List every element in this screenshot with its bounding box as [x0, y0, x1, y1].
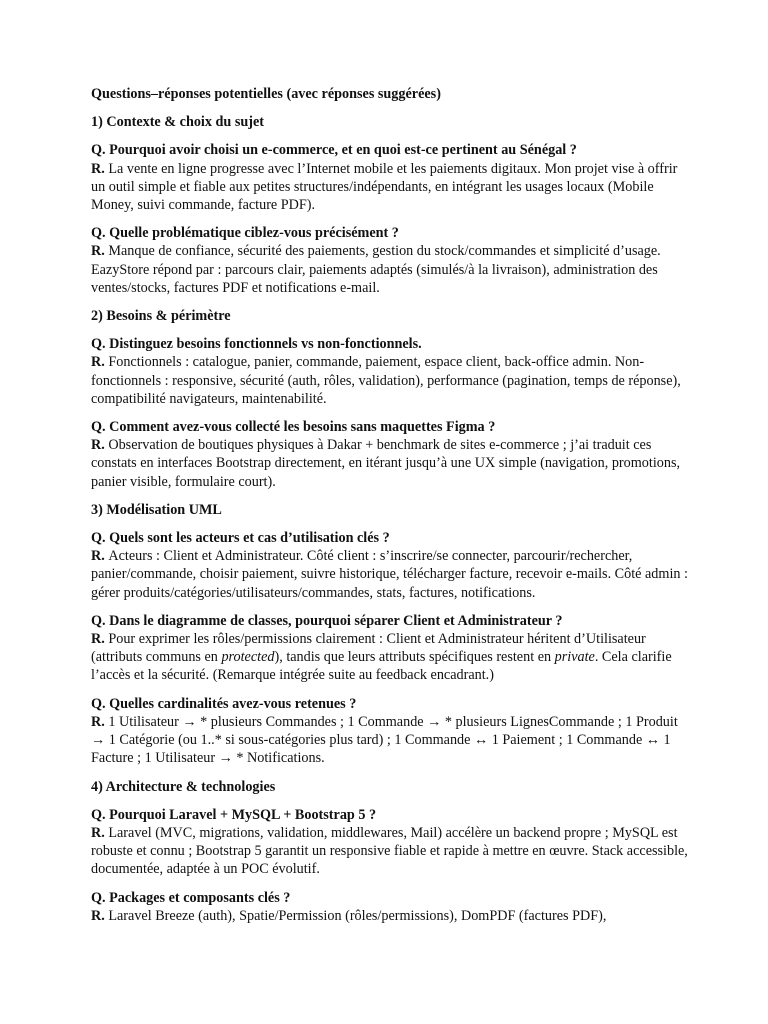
qa-item: [91, 529, 691, 602]
answer-text: Fonctionnels : catalogue, panier, commande, paiement, espace client, back-office admin. Non-fonctionnels : responsive, sécurité (auth, rôles, validation), performance (pagination, temps de réponse), compatibilité navigateurs, maintenabilité.: [91, 354, 681, 407]
answer-label: R.: [91, 824, 109, 841]
qa-item: [91, 224, 691, 297]
answer-text: Laravel Breeze (auth), Spatie/Permission (rôles/permissions), DomPDF (factures PDF),: [108, 907, 607, 924]
answer-text: Laravel (MVC, migrations, validation, middlewares, Mail) accélère un backend propre ; MySQL est robuste et connu ; Bootstrap 5 garantit un responsive fiable et rapide à mettre en œuvre. Stack accessible, documentée, adaptée à un POC évolutif.: [91, 824, 688, 878]
answer-text: Observation de boutiques physiques à Dakar + benchmark de sites e-commerce ; j’ai traduit ces constats en interfaces Bootstrap directement, en itérant jusqu’à une UX simple (navigation, promotions, panier visible, formulaire court).: [91, 437, 681, 490]
answer-label: R.: [91, 354, 109, 371]
section-heading-uml: 3) Modélisation UML: [91, 501, 222, 518]
question-text: Q. Quelle problématique ciblez-vous précisément ?: [91, 225, 399, 242]
answer-label: R.: [91, 548, 109, 565]
answer-text: Acteurs : Client et Administrateur. Côté client : s’inscrire/se connecter, parcourir/rechercher, panier/commande, choisir paiement, suivre historique, télécharger facture, recevoir e-mails. Côté admin : gérer produits/catégories/utilisateurs/commandes, stats, factures, notifications.: [91, 548, 688, 601]
answer-text: La vente en ligne progresse avec l’Internet mobile et les paiements digitaux. Mon projet vise à offrir un outil simple et fiable aux petites structures/indépendants, en intégrant les usages locaux (Mobile Money, suivi commande, facture PDF).: [91, 160, 678, 214]
answer-label: R.: [91, 160, 109, 177]
question-text: Q. Dans le diagramme de classes, pourquoi séparer Client et Administrateur ?: [91, 612, 563, 629]
answer-text-part: ), tandis que leurs attributs spécifiques restent en: [274, 649, 555, 666]
qa-item: [91, 141, 691, 214]
qa-item: [91, 418, 691, 491]
answer-italic-private: private: [554, 649, 595, 666]
answer-label: R.: [91, 243, 109, 260]
answer-text: Manque de confiance, sécurité des paiements, gestion du stock/commandes et simplicité d’usage. EazyStore répond par : parcours clair, paiements adaptés (simulés/à la livraison), administration des ventes/stocks, factures PDF et notifications e-mail.: [91, 243, 661, 296]
qa-item: [91, 695, 691, 768]
question-text: Q. Pourquoi Laravel + MySQL + Bootstrap 5 ?: [91, 806, 377, 823]
section-heading-architecture: 4) Architecture & technologies: [91, 778, 276, 795]
question-text: Q. Distinguez besoins fonctionnels vs non-fonctionnels.: [91, 336, 422, 353]
qa-item: [91, 889, 691, 925]
question-text: Q. Quelles cardinalités avez-vous retenues ?: [91, 695, 357, 712]
question-text: Q. Comment avez-vous collecté les besoins sans maquettes Figma ?: [91, 419, 496, 436]
question-text: Q. Packages et composants clés ?: [91, 889, 291, 906]
question-text: Q. Pourquoi avoir choisi un e-commerce, et en quoi est-ce pertinent au Sénégal ?: [91, 142, 577, 159]
answer-italic-protected: protected: [221, 649, 275, 666]
answer-text-part: Pour exprimer les rôles/permissions clairement : Client et Administrateur héritent d’Utilisateur (attributs communs en: [91, 631, 646, 666]
answer-text-part: . Cela clarifie l’accès et la sécurité. (Remarque intégrée suite au feedback encadrant.): [91, 649, 672, 684]
answer-label: R.: [91, 631, 109, 648]
question-text: Q. Quels sont les acteurs et cas d’utilisation clés ?: [91, 530, 390, 547]
qa-item: [91, 335, 691, 408]
answer-label: R.: [91, 907, 109, 924]
document-page: [91, 85, 691, 935]
qa-item: [91, 806, 691, 879]
answer-label: R.: [91, 437, 109, 454]
answer-text: 1 Utilisateur → * plusieurs Commandes ; 1 Commande → * plusieurs LignesCommande ; 1 Produit → 1 Catégorie (ou 1..* si sous-catégories plus tard) ; 1 Commande ↔ 1 Paiement ; 1 Commande ↔ 1 Facture ; 1 Utilisateur → * Notifications.: [91, 713, 678, 767]
document-title: Questions–réponses potentielles (avec réponses suggérées): [91, 86, 441, 102]
section-heading-context: 1) Contexte & choix du sujet: [91, 114, 264, 131]
answer-label: R.: [91, 713, 109, 730]
qa-item: [91, 612, 691, 685]
section-heading-needs: 2) Besoins & périmètre: [91, 308, 231, 325]
